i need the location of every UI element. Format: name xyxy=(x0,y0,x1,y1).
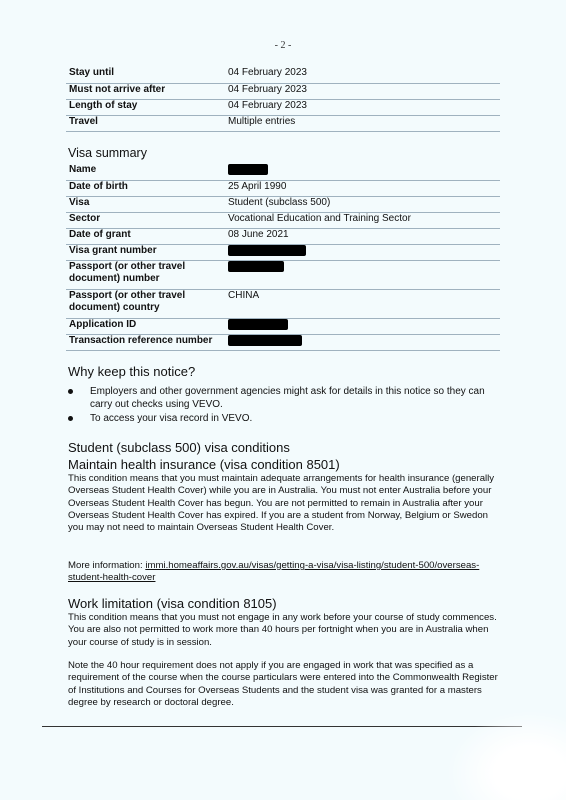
table-row xyxy=(66,212,500,228)
table-row xyxy=(66,334,500,350)
row-label: Visa xyxy=(66,196,225,212)
row-value: 04 February 2023 xyxy=(225,83,500,99)
page-number: - 2 - xyxy=(274,40,292,51)
redaction-bar xyxy=(228,164,268,175)
list-item-text: To access your visa record in VEVO. xyxy=(90,413,253,424)
table-row xyxy=(66,180,500,196)
scan-glare xyxy=(446,710,566,800)
table-row xyxy=(66,289,500,318)
row-label: Date of grant xyxy=(66,228,225,244)
row-value xyxy=(225,334,500,350)
row-label: Stay until xyxy=(66,67,225,83)
table-row xyxy=(66,260,500,289)
row-label: Sector xyxy=(66,212,225,228)
table-row xyxy=(66,244,500,260)
redaction-bar xyxy=(228,245,306,256)
redaction-bar xyxy=(228,319,288,330)
row-value xyxy=(225,164,500,180)
table-row xyxy=(66,67,500,83)
table-row xyxy=(66,228,500,244)
row-value: Vocational Education and Training Sector xyxy=(225,212,500,228)
work-limitation-heading: Work limitation (visa condition 8105) xyxy=(68,596,277,611)
row-value: 04 February 2023 xyxy=(225,67,500,83)
row-label: Application ID xyxy=(66,318,225,334)
row-value: Multiple entries xyxy=(225,115,500,131)
redaction-bar xyxy=(228,261,284,272)
row-value: 25 April 1990 xyxy=(225,180,500,196)
row-label: Date of birth xyxy=(66,180,225,196)
work-limitation-body-1: This condition means that you must not engage in any work before your course of study commences. You are also not permitted to work more than 40 hours per fortnight when you are in Australia when your course of study is in session. xyxy=(68,612,497,648)
table-row xyxy=(66,164,500,180)
row-value xyxy=(225,244,500,260)
row-value: 04 February 2023 xyxy=(225,99,500,115)
more-info-paragraph xyxy=(68,560,498,585)
table-row xyxy=(66,115,500,131)
table-row xyxy=(66,318,500,334)
bullet-icon xyxy=(68,416,73,421)
stay-table xyxy=(66,67,500,132)
list-item xyxy=(66,386,506,411)
redaction-bar xyxy=(228,335,302,346)
row-label: Visa grant number xyxy=(66,244,225,260)
more-info-label: More information: xyxy=(68,560,143,571)
list-item-text: Employers and other government agencies might ask for details in this notice so they can carry out checks using VEVO. xyxy=(90,386,485,410)
table-row xyxy=(66,196,500,212)
table-row xyxy=(66,99,500,115)
why-keep-list xyxy=(66,386,506,428)
row-value: CHINA xyxy=(225,289,500,318)
table-row xyxy=(66,83,500,99)
row-value xyxy=(225,260,500,289)
row-label: Length of stay xyxy=(66,99,225,115)
visa-summary-table xyxy=(66,164,500,351)
conditions-heading: Student (subclass 500) visa conditions xyxy=(68,440,290,455)
visa-summary-heading: Visa summary xyxy=(68,146,147,160)
row-label: Travel xyxy=(66,115,225,131)
row-value: 08 June 2021 xyxy=(225,228,500,244)
row-label: Passport (or other travel document) number xyxy=(66,260,225,289)
why-keep-heading: Why keep this notice? xyxy=(68,364,196,379)
health-insurance-body: This condition means that you must maintain adequate arrangements for health insurance (generally Overseas Student Health Cover) while you are in Australia. You must not enter Australia before your Overseas Student Health Cover has begun. You are not permitted to remain in Australia after your Overseas Student Health Cover has expired. If you are a student from Norway, Belgium or Swedon you may not need to maintain Overseas Student Health Cover. xyxy=(68,473,495,534)
row-label: Name xyxy=(66,164,225,180)
row-value: Student (subclass 500) xyxy=(225,196,500,212)
list-item xyxy=(66,413,506,426)
row-value xyxy=(225,318,500,334)
health-insurance-heading: Maintain health insurance (visa condition 8501) xyxy=(68,457,340,472)
row-label: Must not arrive after xyxy=(66,83,225,99)
row-label: Passport (or other travel document) country xyxy=(66,289,225,318)
row-label: Transaction reference number xyxy=(66,334,225,350)
health-cover-link[interactable]: immi.homeaffairs.gov.au/visas/getting-a-visa/visa-listing/student-500/overseas-student-health-cover xyxy=(68,560,480,584)
bullet-icon xyxy=(68,389,73,394)
work-limitation-body-2: Note the 40 hour requirement does not apply if you are engaged in work that was specified as a requirement of the course when the course particulars were entered into the Commonwealth Register of Institutions and Courses for Overseas Students and the student visa was granted for a masters degree by research or doctoral degree. xyxy=(68,660,498,708)
